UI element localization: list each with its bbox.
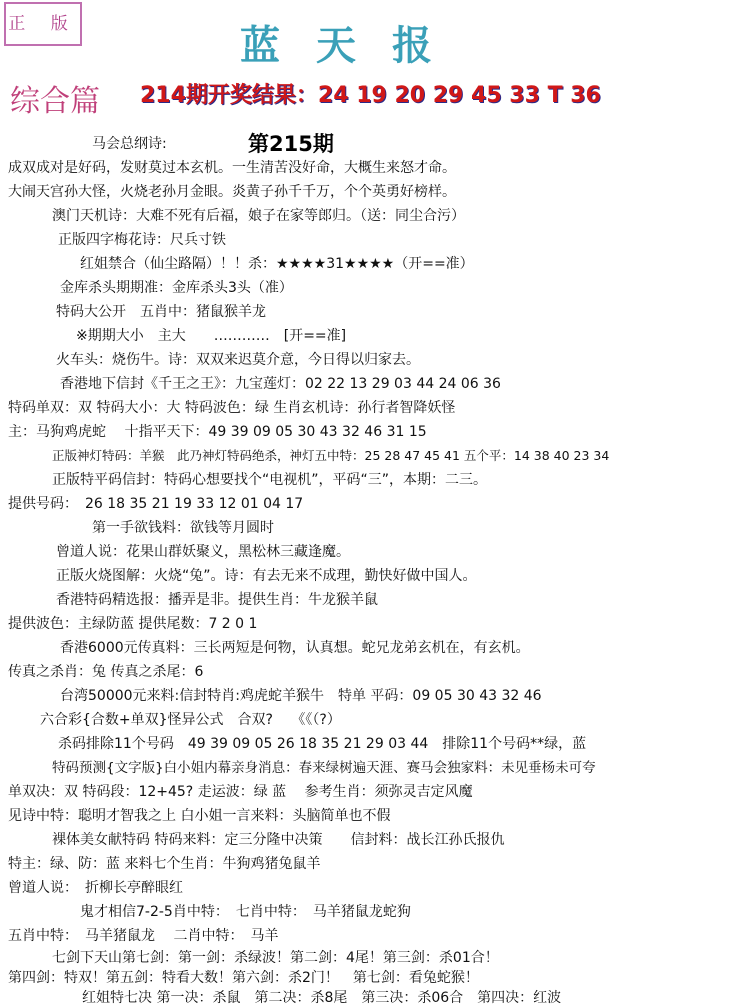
text-line: 香港地下信封《千王之王》：九宝莲灯：02 22 13 29 03 44 24 06 36 [60, 376, 501, 392]
text-line: 马会总纲诗: [92, 136, 167, 152]
masthead-title: 蓝天报 [240, 22, 468, 69]
text-line: 曾道人说：花果山群妖聚义，黑松林三藏逢魔。 [56, 544, 350, 560]
text-line: 六合彩{合数+单双}怪异公式 合双? 《《（?） [40, 712, 341, 728]
text-line: 第一手欲钱料：欲钱等月圆时 [92, 520, 274, 536]
text-line: 正版四字梅花诗：尺兵寸铁 [58, 232, 226, 248]
text-line: 七剑下天山第七剑：第一剑：杀绿波！第二剑：4尾！第三剑：杀01合！ [52, 950, 499, 966]
issue-number: 第215期 [248, 132, 334, 156]
text-line: 特码大公开 五肖中：猪鼠猴羊龙 [56, 304, 266, 320]
text-line: 单双决：双 特码段：12+45? 走运波：绿 蓝 参考生肖：须弥灵吉定风魔 [8, 784, 473, 800]
text-line: 传真之杀肖：兔 传真之杀尾：6 [8, 664, 204, 680]
text-line: 正版火烧图解：火烧“兔”。诗：有去无来不成理，勤快好做中国人。 [56, 568, 477, 584]
text-line: 见诗中特：聪明才智我之上 白小姐一言来料：头脑简单也不假 [8, 808, 391, 824]
text-line: 特主：绿、防：蓝 来料七个生肖：牛狗鸡猪兔鼠羊 [8, 856, 321, 872]
text-line: 正版神灯特码：羊猴 此乃神灯特码绝杀，神灯五中特：25 28 47 45 41 五个平：14 38 40 23 34 [52, 448, 610, 463]
text-line: 澳门天机诗：大难不死有后福，娘子在家等郎归。（送：同尘合污） [52, 208, 465, 224]
text-line: 裸体美女献特码 特码来料：定三分隆中决策 信封料：战长江孙氏报仇 [52, 832, 505, 848]
text-line: 提供号码： 26 18 35 21 19 33 12 01 04 17 [8, 496, 304, 512]
text-line: 台湾50000元来料:信封特肖:鸡虎蛇羊猴牛 特单 平码：09 05 30 43 32 46 [60, 688, 542, 704]
text-line: 鬼才相信7-2-5肖中特： 七肖中特： 马羊猪鼠龙蛇狗 [80, 904, 411, 920]
text-line: 杀码排除11个号码 49 39 09 05 26 18 35 21 29 03 44 排除11个号码**绿，蓝 [58, 736, 587, 752]
text-line: 特码预测{文字版}白小姐内幕亲身消息：春来绿树遍天涯、赛马会独家料：未见垂杨未可夸 [52, 760, 596, 776]
text-line: 曾道人说： 折柳长亭醉眼红 [8, 880, 183, 896]
text-line: 香港特码精选报：播弄是非。提供生肖：牛龙猴羊鼠 [56, 592, 378, 608]
text-line: 红姐禁合（仙尘路隔）！！杀：★★★★31★★★★（开==准） [80, 256, 474, 272]
text-line: 主：马狗鸡虎蛇 十指平天下：49 39 09 05 30 43 32 46 31 15 [8, 424, 427, 440]
text-line: 正版特平码信封：特码心想要找个“电视机”，平码“三”，本期：二三。 [52, 472, 488, 488]
text-line: 香港6000元传真料：三长两短是何物，认真想。蛇兄龙弟玄机在，有玄机。 [60, 640, 530, 656]
text-line: 金库杀头期期准：金库杀头3头（准） [60, 280, 293, 296]
text-line: 红姐特七决 第一决：杀鼠 第二决：杀8尾 第三决：杀06合 第四决：红波 [82, 990, 562, 1006]
text-line: 第四剑：特双！第五剑：特看大数！第六剑：杀2门！ 第七剑：看兔蛇猴！ [8, 970, 479, 986]
text-line: 大闹天宫孙大怪，火烧老孙月金眼。炎黄子孙千千万，个个英勇好榜样。 [8, 184, 456, 200]
text-line: 成双成对是好码，发财莫过本玄机。一生清苦没好命，大概生来怒才命。 [8, 160, 456, 176]
section-title: 综合篇 [10, 84, 100, 119]
text-line: 特码单双：双 特码大小：大 特码波色：绿 生肖玄机诗：孙行者智降妖怪 [8, 400, 456, 416]
genuine-edition-stamp: 正 版 [4, 2, 82, 46]
text-line: ※期期大小 主大 ………… [开==准] [76, 328, 347, 344]
text-line: 五肖中特： 马羊猪鼠龙 二肖中特： 马羊 [8, 928, 279, 944]
text-line: 提供波色：主绿防蓝 提供尾数：7 2 0 1 [8, 616, 258, 632]
text-line: 火车头：烧伤牛。诗：双双来迟莫介意，今日得以归家去。 [56, 352, 420, 368]
draw-results: 214期开奖结果：24 19 20 29 45 33 T 36 [140, 83, 601, 108]
